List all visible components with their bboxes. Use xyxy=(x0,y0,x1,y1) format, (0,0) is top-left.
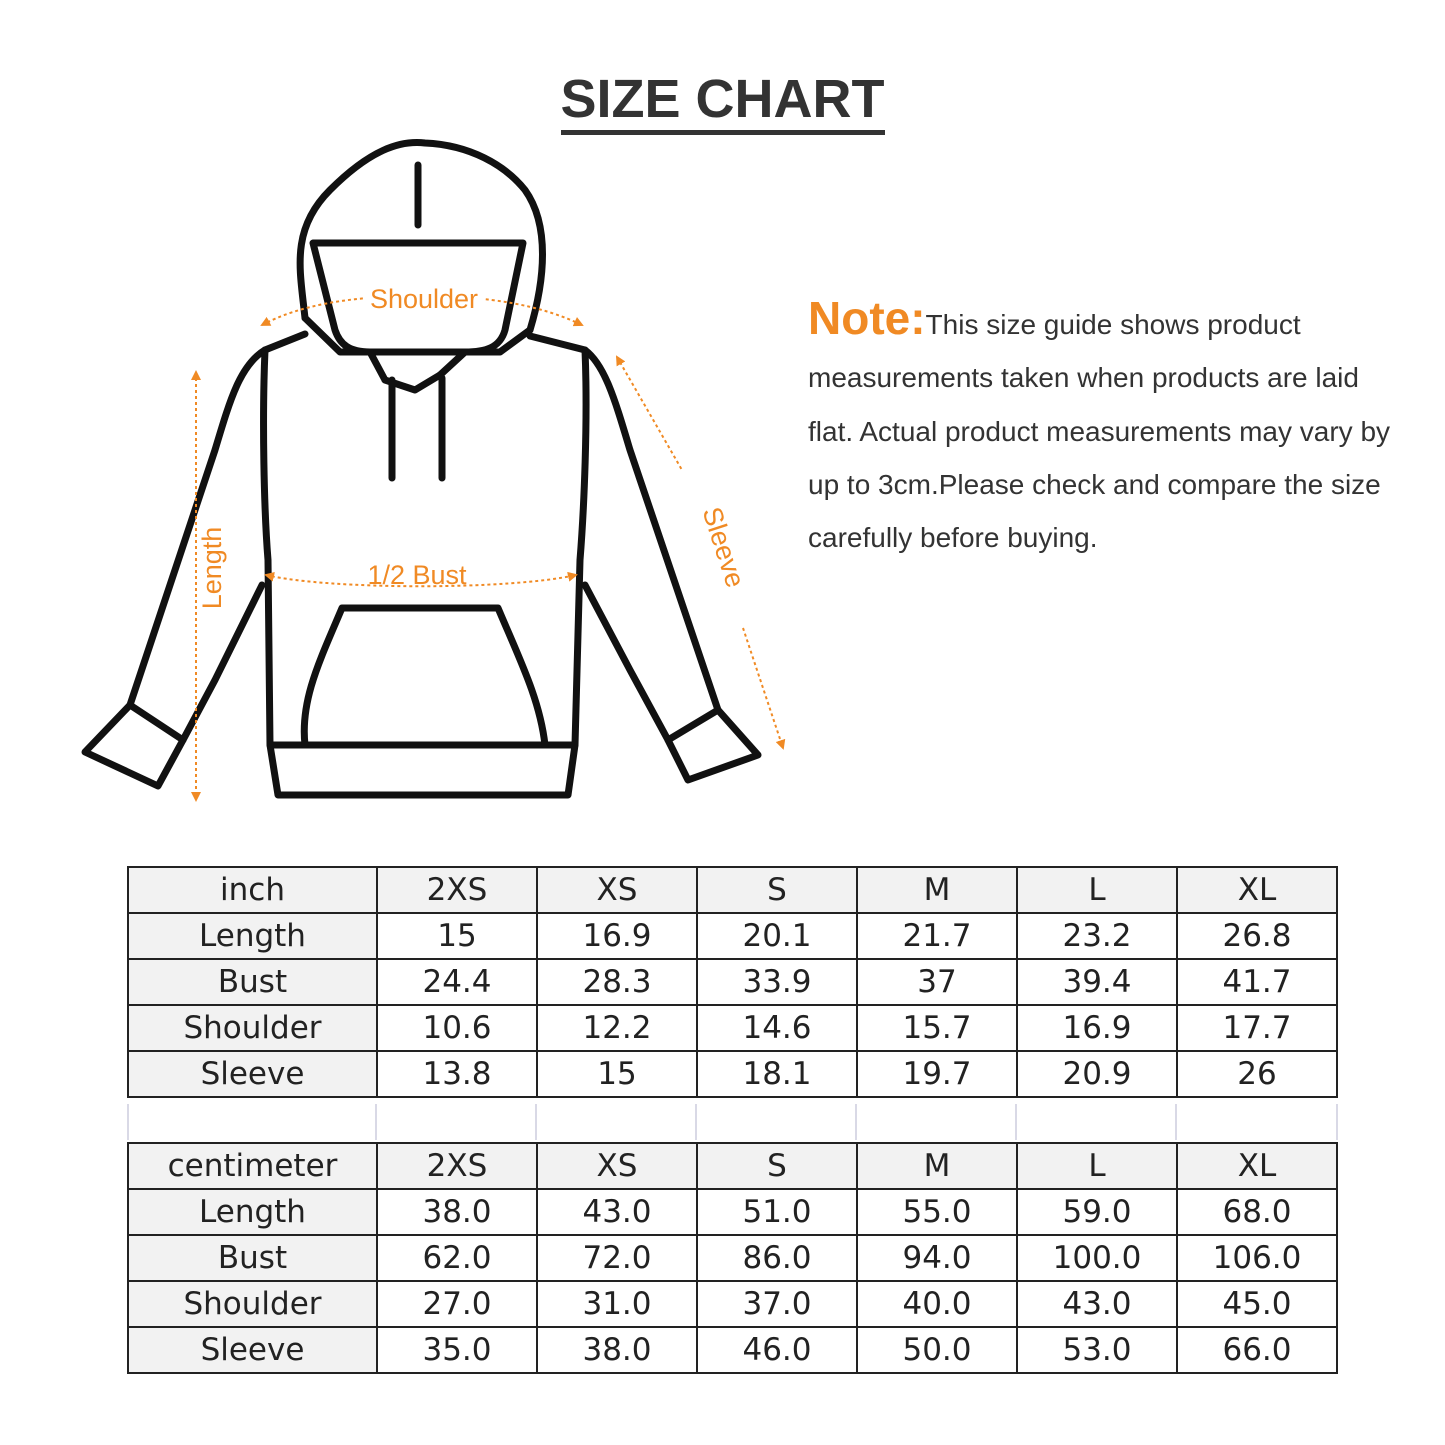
table-cell: 43.0 xyxy=(1017,1281,1177,1327)
table-cell: 16.9 xyxy=(1017,1005,1177,1051)
table-cell: 14.6 xyxy=(697,1005,857,1051)
table-cell: 37 xyxy=(857,959,1017,1005)
table-cell: 45.0 xyxy=(1177,1281,1337,1327)
size-header: M xyxy=(857,1143,1017,1189)
size-header: L xyxy=(1017,1143,1177,1189)
size-header: XS xyxy=(537,1143,697,1189)
size-header: XS xyxy=(537,867,697,913)
row-label: Sleeve xyxy=(128,1051,377,1097)
row-label: Bust xyxy=(128,959,377,1005)
bust-label: 1/2 Bust xyxy=(367,560,467,590)
size-header: L xyxy=(1017,867,1177,913)
unit-header: inch xyxy=(128,867,377,913)
table-cell: 13.8 xyxy=(377,1051,537,1097)
table-cell: 43.0 xyxy=(537,1189,697,1235)
table-cell: 72.0 xyxy=(537,1235,697,1281)
size-header: S xyxy=(697,1143,857,1189)
table-cell: 68.0 xyxy=(1177,1189,1337,1235)
table-cell: 28.3 xyxy=(537,959,697,1005)
sleeve-guide-upper xyxy=(617,357,682,470)
table-cell: 15 xyxy=(377,913,537,959)
centimeter-size-table xyxy=(127,1142,1338,1374)
table-cell: 10.6 xyxy=(377,1005,537,1051)
table-cell: 38.0 xyxy=(537,1327,697,1373)
table-cell: 15.7 xyxy=(857,1005,1017,1051)
sleeve-guide-lower xyxy=(743,628,783,748)
table-cell: 18.1 xyxy=(697,1051,857,1097)
table-cell: 62.0 xyxy=(377,1235,537,1281)
table-cell: 15 xyxy=(537,1051,697,1097)
table-cell: 27.0 xyxy=(377,1281,537,1327)
table-cell: 33.9 xyxy=(697,959,857,1005)
table-cell: 12.2 xyxy=(537,1005,697,1051)
table-row xyxy=(128,1327,1337,1373)
sleeve-label: Sleeve xyxy=(696,503,751,592)
table-header-row xyxy=(128,867,1337,913)
table-separator xyxy=(127,1104,1338,1140)
table-cell: 51.0 xyxy=(697,1189,857,1235)
table-cell: 37.0 xyxy=(697,1281,857,1327)
table-cell: 94.0 xyxy=(857,1235,1017,1281)
hoodie-diagram xyxy=(70,130,790,820)
row-label: Length xyxy=(128,1189,377,1235)
table-cell: 66.0 xyxy=(1177,1327,1337,1373)
table-cell: 17.7 xyxy=(1177,1005,1337,1051)
inch-size-table xyxy=(127,866,1338,1098)
row-label: Shoulder xyxy=(128,1005,377,1051)
table-cell: 23.2 xyxy=(1017,913,1177,959)
table-cell: 20.1 xyxy=(697,913,857,959)
size-header: 2XS xyxy=(377,1143,537,1189)
table-cell: 35.0 xyxy=(377,1327,537,1373)
length-label: Length xyxy=(197,526,227,610)
table-row xyxy=(128,959,1337,1005)
size-header: M xyxy=(857,867,1017,913)
table-cell: 24.4 xyxy=(377,959,537,1005)
table-cell: 46.0 xyxy=(697,1327,857,1373)
row-label: Bust xyxy=(128,1235,377,1281)
table-row xyxy=(128,1281,1337,1327)
table-row xyxy=(128,1005,1337,1051)
note-text: This size guide shows product measurements taken when products are laid flat. Actual product measurements may vary by up to 3cm.Please check and compare the size carefully before buying. xyxy=(808,309,1391,554)
size-header: S xyxy=(697,867,857,913)
table-row xyxy=(128,1051,1337,1097)
table-cell: 16.9 xyxy=(537,913,697,959)
table-cell: 31.0 xyxy=(537,1281,697,1327)
table-cell: 20.9 xyxy=(1017,1051,1177,1097)
table-row xyxy=(128,1189,1337,1235)
table-cell: 19.7 xyxy=(857,1051,1017,1097)
table-cell: 38.0 xyxy=(377,1189,537,1235)
row-label: Length xyxy=(128,913,377,959)
table-cell: 21.7 xyxy=(857,913,1017,959)
row-label: Shoulder xyxy=(128,1281,377,1327)
table-cell: 26 xyxy=(1177,1051,1337,1097)
table-cell: 53.0 xyxy=(1017,1327,1177,1373)
table-cell: 100.0 xyxy=(1017,1235,1177,1281)
note-label: Note: xyxy=(808,292,926,344)
table-cell: 50.0 xyxy=(857,1327,1017,1373)
table-cell: 106.0 xyxy=(1177,1235,1337,1281)
page-title: SIZE CHART xyxy=(0,68,1445,135)
table-row xyxy=(128,1235,1337,1281)
table-cell: 55.0 xyxy=(857,1189,1017,1235)
table-cell: 59.0 xyxy=(1017,1189,1177,1235)
table-cell: 26.8 xyxy=(1177,913,1337,959)
table-cell: 40.0 xyxy=(857,1281,1017,1327)
table-row xyxy=(128,913,1337,959)
size-header: XL xyxy=(1177,867,1337,913)
table-cell: 86.0 xyxy=(697,1235,857,1281)
row-label: Sleeve xyxy=(128,1327,377,1373)
shoulder-label: Shoulder xyxy=(369,284,479,314)
table-cell: 41.7 xyxy=(1177,959,1337,1005)
table-cell: 39.4 xyxy=(1017,959,1177,1005)
hoodie-outline xyxy=(85,143,758,795)
table-header-row xyxy=(128,1143,1337,1189)
size-header: XL xyxy=(1177,1143,1337,1189)
size-header: 2XS xyxy=(377,867,537,913)
note-block xyxy=(808,292,1408,564)
unit-header: centimeter xyxy=(128,1143,377,1189)
